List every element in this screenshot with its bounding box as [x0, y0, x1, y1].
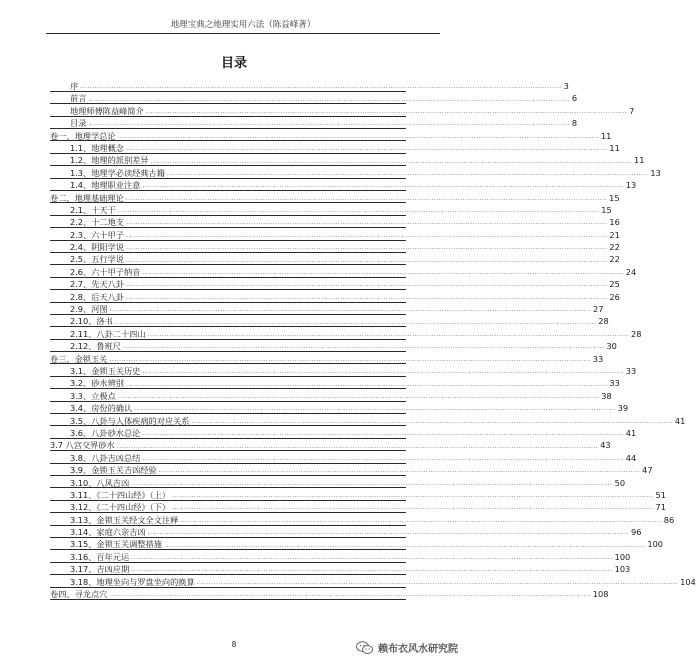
toc-entry-label: 2.3、六十甲子 — [70, 229, 124, 240]
toc-entry[interactable] — [50, 526, 642, 538]
toc-entry[interactable] — [50, 303, 604, 315]
toc-leader-dots: ........................................................................................................................................................................................................ — [158, 467, 641, 475]
toc-entry-label: 序 — [70, 81, 79, 91]
toc-entry-label: 2.9、河图 — [70, 304, 108, 315]
toc-entry[interactable] — [50, 278, 620, 290]
toc-entry[interactable] — [50, 142, 620, 154]
toc-leader-dots: ........................................................................................................................................................................................................ — [147, 529, 629, 537]
toc-leader-dots: ........................................................................................................................................................................................................ — [109, 591, 591, 599]
toc-entry[interactable] — [50, 538, 664, 550]
toc-entry[interactable] — [50, 204, 612, 216]
toc-entry[interactable] — [50, 588, 609, 600]
toc-leader-dots: ........................................................................................................................................................................................................ — [172, 492, 654, 500]
toc-entry-page: 11 — [609, 142, 620, 153]
toc-entry[interactable] — [50, 477, 626, 489]
toc-leader-dots: ........................................................................................................................................................................................................ — [88, 95, 570, 103]
toc-leader-dots: ........................................................................................................................................................................................................ — [114, 318, 597, 326]
toc-leader-dots: ........................................................................................................................................................................................................ — [142, 182, 624, 190]
toc-entry-label: 目录 — [70, 118, 87, 129]
toc-entry-page: 51 — [655, 489, 666, 500]
toc-entry[interactable] — [50, 105, 635, 117]
toc-leader-dots: ........................................................................................................................................................................................................ — [166, 169, 649, 177]
toc-entry-page: 11 — [600, 130, 612, 141]
toc-entry-page: 108 — [592, 589, 609, 600]
toc-entry-label: 3.13、金锁玉关经文全文注释 — [70, 514, 179, 525]
toc-entry-label: 前言 — [70, 93, 87, 104]
toc-entry[interactable] — [50, 390, 612, 402]
toc-entry[interactable] — [50, 514, 675, 526]
toc-leader-dots: ........................................................................................................................................................................................................ — [150, 157, 632, 165]
toc-entry-label: 1.4、地理职业注意 — [70, 180, 141, 191]
toc-entry-page: 71 — [655, 502, 666, 513]
toc-entry-label: 3.2、砂水辨别 — [70, 378, 124, 389]
toc-entry-page: 50 — [614, 477, 626, 488]
toc-entry-page: 104 — [680, 576, 696, 587]
toc-entry-label: 2.12、鲁班尺 — [70, 341, 121, 352]
toc-entry-label: 3.18、地理坐向与罗盘坐向的换算 — [70, 576, 195, 587]
toc-entry-label: 3.4、房份的确认 — [70, 403, 133, 414]
toc-leader-dots: ........................................................................................................................................................................................................ — [125, 380, 608, 388]
toc-entry[interactable] — [50, 365, 637, 377]
toc-entry-page: 24 — [625, 266, 637, 277]
toc-entry-page: 15 — [601, 204, 612, 215]
toc-leader-dots: ........................................................................................................................................................................................................ — [125, 293, 608, 301]
toc-entry-page: 30 — [606, 341, 617, 352]
toc-leader-dots: ........................................................................................................................................................................................................ — [125, 145, 608, 153]
toc-entry-page: 11 — [633, 155, 645, 166]
toc-entry-page: 100 — [614, 551, 631, 562]
toc-entry-page: 28 — [631, 328, 642, 339]
toc-entry-page: 86 — [663, 514, 675, 525]
toc-entry[interactable] — [50, 353, 604, 365]
toc-entry-page: 8 — [571, 118, 578, 129]
table-of-contents — [50, 80, 696, 600]
toc-leader-dots: ........................................................................................................................................................................................................ — [80, 83, 562, 91]
toc-entry-page: 33 — [609, 378, 620, 389]
toc-leader-dots: ........................................................................................................................................................................................................ — [117, 207, 600, 215]
toc-leader-dots: ........................................................................................................................................................................................................ — [117, 392, 600, 400]
toc-entry[interactable] — [50, 551, 631, 563]
toc-entry-label: 2.8、后天八卦 — [70, 291, 124, 302]
toc-leader-dots: ........................................................................................................................................................................................................ — [134, 405, 616, 413]
toc-entry-page: 103 — [614, 564, 631, 575]
toc-entry-page: 33 — [592, 353, 604, 364]
toc-leader-dots: ........................................................................................................................................................................................................ — [117, 132, 599, 140]
toc-entry[interactable] — [50, 377, 620, 389]
toc-entry[interactable] — [50, 216, 620, 228]
toc-entry-label: 1.2、地理的派别差异 — [70, 155, 149, 166]
toc-entry[interactable] — [50, 415, 686, 427]
page-header: 地理宝典之地理实用六法（陈益峰著） — [46, 18, 440, 34]
toc-entry-label: 3.11、《二十四山经》（上） — [70, 489, 171, 500]
toc-entry-page: 22 — [609, 254, 620, 265]
toc-entry[interactable] — [50, 452, 637, 464]
toc-entry[interactable] — [50, 229, 620, 241]
toc-leader-dots: ........................................................................................................................................................................................................ — [122, 343, 605, 351]
toc-leader-dots: ........................................................................................................................................................................................................ — [125, 256, 608, 264]
toc-entry[interactable] — [50, 192, 620, 204]
toc-entry-label: 3.3、立极点 — [70, 390, 116, 401]
toc-entry-label: 3.6、八卦砂水总论 — [70, 427, 141, 438]
toc-entry[interactable] — [50, 489, 666, 501]
toc-entry-page: 13 — [625, 180, 637, 191]
toc-entry-label: 3.14、家庭六亲吉凶 — [70, 527, 146, 538]
toc-entry[interactable] — [50, 464, 653, 476]
toc-entry-label: 2.10、洛书 — [70, 316, 113, 327]
toc-entry[interactable] — [50, 253, 620, 265]
toc-entry-label: 1.1、地理概念 — [70, 142, 124, 153]
toc-entry-label: 1.3、地理学必读经典古籍 — [70, 167, 165, 178]
toc-leader-dots: ........................................................................................................................................................................................................ — [163, 541, 646, 549]
toc-entry-label: 卷一、地理学总论 — [50, 130, 116, 141]
toc-leader-dots: ........................................................................................................................................................................................................ — [196, 578, 679, 586]
toc-leader-dots: ........................................................................................................................................................................................................ — [142, 454, 624, 462]
page-number: 8 — [231, 640, 237, 649]
toc-entry-page: 21 — [609, 229, 620, 240]
toc-entry-label: 3.12、《二十四山经》（下） — [70, 502, 171, 513]
toc-leader-dots: ........................................................................................................................................................................................................ — [147, 331, 629, 338]
toc-entry-page: 3 — [563, 81, 569, 91]
toc-entry-label: 3.17、吉凶应期 — [70, 564, 130, 575]
toc-entry[interactable] — [50, 439, 611, 451]
toc-leader-dots: ........................................................................................................................................................................................................ — [109, 355, 591, 363]
toc-leader-dots: ........................................................................................................................................................................................................ — [172, 504, 654, 512]
toc-leader-dots: ........................................................................................................................................................................................................ — [125, 244, 608, 252]
toc-entry-label: 2.5、五行学说 — [70, 254, 124, 265]
toc-leader-dots: ........................................................................................................................................................................................................ — [142, 368, 624, 376]
toc-entry-page: 13 — [650, 167, 661, 178]
toc-entry-label: 2.11、八卦二十四山 — [70, 328, 146, 339]
toc-entry-label: 2.7、先天八卦 — [70, 279, 124, 290]
toc-entry-page: 15 — [609, 192, 620, 203]
wechat-icon — [356, 641, 374, 655]
toc-entry[interactable] — [50, 154, 645, 166]
toc-leader-dots: ........................................................................................................................................................................................................ — [191, 417, 673, 425]
toc-entry[interactable] — [50, 402, 629, 414]
toc-entry[interactable] — [50, 92, 578, 104]
toc-leader-dots: ........................................................................................................................................................................................................ — [125, 194, 608, 202]
toc-entry-page: 43 — [600, 440, 611, 451]
toc-entry-page: 6 — [571, 93, 578, 104]
toc-entry[interactable] — [50, 241, 620, 253]
toc-entry-page: 41 — [625, 427, 637, 438]
toc-entry-label: 卷三、金锁玉关 — [50, 353, 108, 364]
toc-entry-label: 地理师傅陈益峰简介 — [70, 105, 144, 116]
toc-leader-dots: ........................................................................................................................................................................................................ — [131, 554, 613, 562]
toc-entry[interactable] — [50, 328, 642, 340]
toc-entry[interactable] — [50, 576, 696, 588]
toc-entry-page: 39 — [617, 403, 629, 414]
toc-entry-label: 2.6、六十甲子纳音 — [70, 266, 141, 277]
toc-entry-page: 16 — [609, 217, 620, 228]
toc-entry[interactable] — [50, 501, 666, 513]
toc-entry-label: 3.1、金锁玉关历史 — [70, 365, 141, 376]
toc-leader-dots: ........................................................................................................................................................................................................ — [125, 219, 608, 227]
toc-entry-page: 33 — [625, 365, 637, 376]
toc-entry-label: 2.1、十天干 — [70, 204, 116, 215]
toc-entry-label: 3.10、八风吉凶 — [70, 477, 130, 488]
toc-entry-label: 3.7 八宫交界砂水 — [50, 440, 115, 451]
toc-entry-page: 26 — [609, 291, 620, 302]
toc-entry-label: 卷二、地理基础理论 — [50, 192, 124, 203]
toc-entry-page: 27 — [593, 304, 604, 315]
toc-entry[interactable] — [50, 291, 620, 303]
watermark-text: 赖布衣风水研究院 — [378, 644, 458, 655]
toc-entry-page: 47 — [642, 465, 653, 476]
toc-entry[interactable] — [50, 340, 617, 352]
toc-entry[interactable] — [50, 130, 612, 142]
toc-entry[interactable] — [50, 563, 631, 575]
toc-entry-page: 38 — [601, 390, 612, 401]
toc-title: 目录 — [220, 56, 247, 71]
toc-entry-label: 3.9、金锁玉关吉凶经验 — [70, 465, 157, 476]
toc-entry-label: 3.8、八卦吉凶总结 — [70, 452, 141, 463]
toc-entry-label: 3.16、百年元运 — [70, 551, 130, 562]
toc-entry-page: 28 — [598, 316, 609, 327]
toc-entry[interactable] — [50, 427, 637, 439]
toc-leader-dots: ........................................................................................................................................................................................................ — [180, 516, 662, 524]
toc-entry[interactable] — [50, 80, 569, 92]
toc-leader-dots: ........................................................................................................................................................................................................ — [88, 120, 570, 128]
toc-entry[interactable] — [50, 117, 578, 129]
toc-entry[interactable] — [50, 266, 637, 278]
toc-entry[interactable] — [50, 179, 637, 191]
toc-entry-page: 22 — [609, 242, 620, 253]
toc-entry-page: 41 — [674, 415, 686, 426]
toc-entry-page: 25 — [609, 279, 620, 290]
toc-entry-label: 2.2、十二地支 — [70, 217, 124, 228]
toc-entry-page: 7 — [629, 105, 635, 116]
toc-leader-dots: ........................................................................................................................................................................................................ — [142, 430, 624, 438]
watermark — [356, 640, 458, 655]
toc-entry[interactable] — [50, 167, 661, 179]
toc-leader-dots: ........................................................................................................................................................................................................ — [116, 442, 599, 450]
toc-entry-label: 2.4、阴阳学说 — [70, 242, 124, 253]
toc-leader-dots: ........................................................................................................................................................................................................ — [125, 231, 608, 239]
toc-leader-dots: ........................................................................................................................................................................................................ — [145, 107, 628, 115]
toc-leader-dots: ........................................................................................................................................................................................................ — [142, 269, 624, 277]
toc-entry-page: 96 — [631, 527, 642, 538]
toc-entry-page: 44 — [625, 452, 637, 463]
toc-entry-page: 100 — [647, 539, 664, 550]
toc-entry-label: 卷四、寻龙点穴 — [50, 589, 108, 600]
toc-leader-dots: ........................................................................................................................................................................................................ — [131, 479, 613, 487]
toc-entry-label: 3.15、金锁玉关调整措施 — [70, 539, 162, 550]
toc-entry[interactable] — [50, 315, 609, 327]
toc-leader-dots: ........................................................................................................................................................................................................ — [109, 306, 592, 314]
toc-entry-label: 3.5、八卦与人体疾病的对应关系 — [70, 415, 190, 426]
toc-leader-dots: ........................................................................................................................................................................................................ — [125, 281, 608, 289]
toc-leader-dots: ........................................................................................................................................................................................................ — [131, 566, 613, 574]
